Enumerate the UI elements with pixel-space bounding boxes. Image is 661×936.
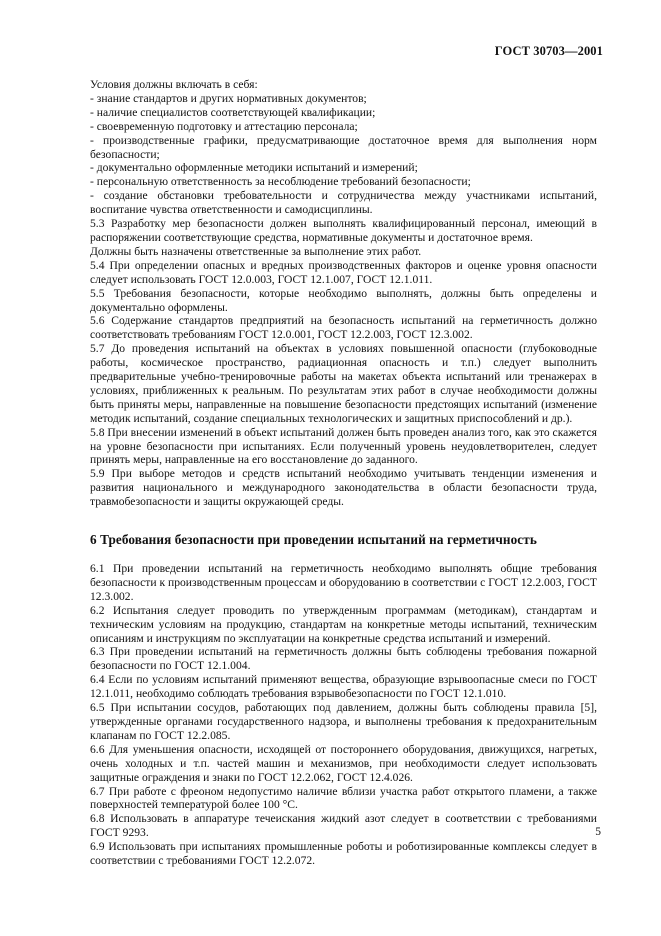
document-body (90, 78, 597, 868)
document-code-header: ГОСТ 30703—2001 (494, 44, 603, 58)
clause-6-3: 6.3 При проведении испытаний на герметичность должны быть соблюдены требования пожарной безопасности по ГОСТ 12.1.004. (90, 645, 597, 673)
clause-5-3: 5.3 Разработку мер безопасности должен выполнять квалифицированный персонал, имеющий в распоряжении соответствующие средства, нормативные документы и достаточное время. (90, 217, 597, 244)
paragraph: Условия должны включать в себя: (90, 78, 258, 91)
list-item: - производственные графики, предусматривающие достаточное время для выполнения норм безопасности; (90, 133, 597, 161)
clause-5-4: 5.4 При определении опасных и вредных производственных факторов и оценке уровня опасности следует использовать ГОСТ 12.0.003, ГОСТ 12.1.007, ГОСТ 12.1.011. (90, 258, 597, 286)
clause-5-9: 5.9 При выборе методов и средств испытаний необходимо учитывать тенденции изменения и развития национального и международного законодательства в области безопасности труда, травмобезопасности и защиты окружающей среды. (90, 467, 597, 509)
clause-5-5: 5.5 Требования безопасности, которые необходимо выполнять, должны быть определены и документально оформлены. (90, 286, 597, 314)
clause-6-1: 6.1 При проведении испытаний на герметичность необходимо выполнять общие требования безопасности к производственным процессам и оборудованию в соответствии с ГОСТ 12.2.003, ГОСТ 12.3.002. (90, 562, 597, 603)
clause-5-8: 5.8 При внесении изменений в объект испытаний должен быть проведен анализ того, как это скажется на уровне безопасности при испытаниях. Если полученный уровень неудовлетворителен, следует принять меры, направленные на его восстановление до заданного. (90, 425, 597, 467)
clause-6-4: 6.4 Если по условиям испытаний применяют вещества, образующие взрывоопасные смеси по ГОСТ 12.1.011, необходимо соблюдать требования взрывобезопасности по ГОСТ 12.1.010. (90, 673, 597, 701)
list-item: - персональную ответственность за несоблюдение требований безопасности; (90, 175, 471, 189)
section-title: 6 Требования безопасности при проведении испытаний на герметичность (90, 532, 537, 548)
clause-6-8: 6.8 Использовать в аппаратуре течеискания жидкий азот следует в соответствии с требованиями ГОСТ 9293. (90, 812, 597, 840)
paragraph: Должны быть назначены ответственные за выполнение этих работ. (90, 244, 422, 258)
clause-6-6: 6.6 Для уменьшения опасности, исходящей от постороннего оборудования, движущихся, нагретых, очень холодных и т.п. частей машин и механизмов, при необходимости следует использовать защитные ограждения и знаки по ГОСТ 12.2.062, ГОСТ 12.4.026. (90, 742, 597, 784)
clause-6-2: 6.2 Испытания следует проводить по утвержденным программам (методикам), стандартам и техническим условиям на продукцию, стандартам на конкретные методы испытаний, техническим описаниям и инструкциям по эксплуатации на конкретные средства испытаний и измерений. (90, 603, 597, 645)
list-item: - своевременную подготовку и аттестацию персонала; (90, 119, 358, 133)
list-item: - наличие специалистов соответствующей квалификации; (90, 105, 376, 119)
clause-6-7: 6.7 При работе с фреоном недопустимо наличие вблизи участка работ открытого пламени, а также поверхностей температурой более 100 °С. (90, 784, 597, 812)
clause-6-5: 6.5 При испытании сосудов, работающих под давлением, должны быть соблюдены правила [5], утвержденные органами государственного надзора, и выполнены требования к предохранительным клапанам по ГОСТ 12.2.085. (90, 701, 597, 742)
list-item: - знание стандартов и других нормативных документов; (90, 91, 367, 105)
clause-6-9: 6.9 Использовать при испытаниях промышленные роботы и роботизированные комплексы следует в соответствии с требованиями ГОСТ 12.2.072. (90, 840, 597, 868)
clause-5-6: 5.6 Содержание стандартов предприятий на безопасность испытаний на герметичность должно соответствовать требованиям ГОСТ 12.0.001, ГОСТ 12.2.003, ГОСТ 12.3.002. (90, 314, 597, 342)
clause-5-7: 5.7 До проведения испытаний на объектах в условиях повышенной опасности (глубоководные работы, космическое пространство, радиационная опасность и т.п.) следует выполнить предварительные учебно-тренировочные работы на макетах объекта испытаний или тренажерах в условиях, приближенных к реальным. По результатам этих работ в случае необходимости должны быть приняты меры, направленные на повышение безопасности предстоящих испытаний (изменение методик испытаний, создание специальных технологических и защитных приспособлений и др.). (90, 342, 597, 425)
list-item: - создание обстановки требовательности и сотрудничества между участниками испытаний, воспитание чувства ответственности и самодисциплины. (90, 189, 597, 217)
list-item: - документально оформленные методики испытаний и измерений; (90, 161, 418, 175)
page-number: 5 (595, 826, 601, 838)
